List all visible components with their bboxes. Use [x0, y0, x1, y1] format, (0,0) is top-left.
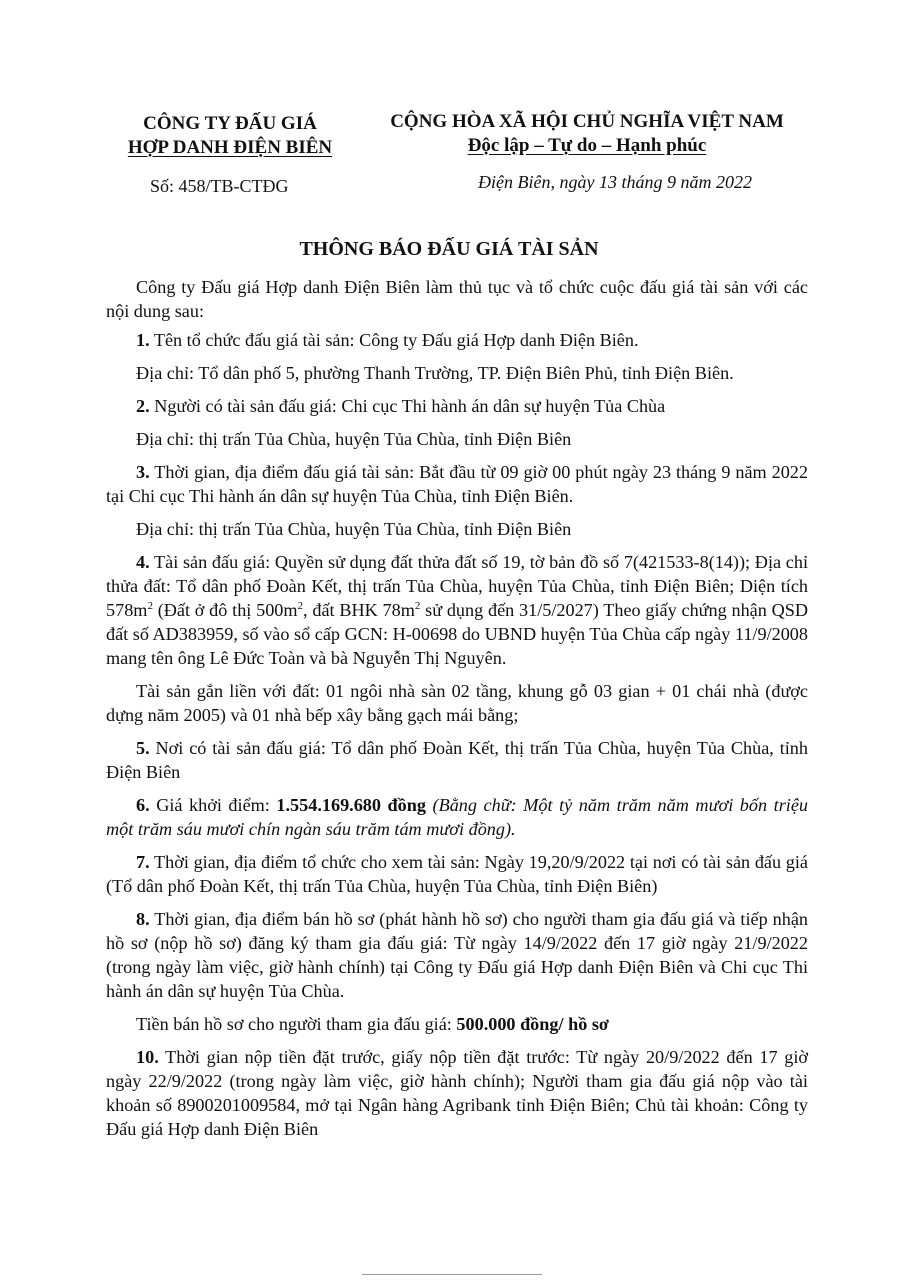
place-and-date: Điện Biên, ngày 13 tháng 9 năm 2022	[478, 172, 752, 192]
section-number: 1.	[136, 330, 150, 350]
section-text: Người có tài sản đấu giá: Chi cục Thi hành án dân sự huyện Tủa Chùa	[149, 396, 666, 416]
section-text: Thời gian, địa điểm bán hồ sơ (phát hành hồ sơ) cho người tham gia đấu giá và tiếp nhận hồ sơ (nộp hồ sơ) đăng ký tham gia đấu giá: Từ ngày 14/9/2022 đến 17 giờ ngày 21/9/2022 (trong ngày làm việc, giờ hành chính) tại Công ty Đấu giá Hợp danh Điện Biên và Chi cục Thi hành án dân sự huyện Tủa Chùa.	[106, 909, 808, 1001]
fee-amount: 500.000 đồng/ hồ sơ	[456, 1014, 609, 1034]
section-2-address: Địa chỉ: thị trấn Tủa Chùa, huyện Tủa Chùa, tỉnh Điện Biên	[136, 429, 572, 449]
section-number: 6.	[136, 795, 150, 815]
section-text: Thời gian, địa điểm tổ chức cho xem tài sản: Ngày 19,20/9/2022 tại nơi có tài sản đấu giá (Tổ dân phố Đoàn Kết, thị trấn Tủa Chùa, huyện Tủa Chùa, tỉnh Điện Biên)	[106, 852, 808, 896]
section-1	[106, 328, 808, 352]
section-text: (Đất ở đô thị 500m	[152, 600, 298, 620]
section-7	[106, 850, 808, 898]
intro-paragraph: Công ty Đấu giá Hợp danh Điện Biên làm thủ tục và tổ chức cuộc đấu giá tài sản với các nội dung sau:	[106, 277, 808, 321]
price-in-words: (Bằng chữ: Một tỷ năm trăm năm mươi bốn triệu một trăm sáu mươi chín ngàn sáu trăm tám mươi đồng).	[106, 795, 808, 839]
section-text: Tên tổ chức đấu giá tài sản: Công ty Đấu giá Hợp danh Điện Biên.	[149, 330, 639, 350]
organization-header	[110, 112, 350, 160]
national-header	[362, 110, 812, 158]
starting-price: 1.554.169.680 đồng	[276, 795, 426, 815]
org-name-line1: CÔNG TY ĐẤU GIÁ	[143, 113, 317, 134]
section-5	[106, 736, 808, 784]
section-6	[106, 793, 808, 841]
section-4-attached-assets: Tài sản gắn liền với đất: 01 ngôi nhà sàn 02 tầng, khung gỗ 03 gian + 01 chái nhà (được dựng năm 2005) và 01 nhà bếp xây bằng gạch mái bằng;	[106, 681, 808, 725]
document-number: Số: 458/TB-CTĐG	[150, 176, 289, 196]
section-number: 5.	[136, 738, 150, 758]
nation-title: CỘNG HÒA XÃ HỘI CHỦ NGHĨA VIỆT NAM	[390, 111, 784, 132]
section-text: Nơi có tài sản đấu giá: Tổ dân phố Đoàn Kết, thị trấn Tủa Chùa, huyện Tủa Chùa, tỉnh Điện Biên	[106, 738, 808, 782]
section-number: 3.	[136, 462, 150, 482]
section-text: Tài sản đấu giá: Quyền sử dụng đất thửa đất số 19, tờ bản đồ số 7(421533-8(14)); Địa chỉ thửa đất: Tổ dân phố Đoàn Kết, thị trấn Tủa Chùa, huyện Tủa Chùa, tỉnh Điện Biên; Diện tích 578m	[106, 552, 808, 620]
section-4	[106, 550, 808, 670]
section-8	[106, 907, 808, 1003]
section-number: 4.	[136, 552, 150, 572]
section-text: Thời gian, địa điểm đấu giá tài sản: Bắt đầu từ 09 giờ 00 phút ngày 23 tháng 9 năm 2022 tại Chi cục Thi hành án dân sự huyện Tủa Chùa, tỉnh Điện Biên.	[106, 462, 808, 506]
superscript: 2	[297, 599, 304, 612]
section-2	[106, 394, 808, 418]
section-number: 7.	[136, 852, 150, 872]
dossier-fee	[106, 1012, 808, 1036]
footer-divider	[362, 1274, 542, 1275]
section-10	[106, 1045, 808, 1141]
fee-label: Tiền bán hồ sơ cho người tham gia đấu giá:	[136, 1014, 457, 1034]
org-name-line2: HỢP DANH ĐIỆN BIÊN	[127, 137, 333, 158]
section-number: 8.	[136, 909, 150, 929]
section-3-address: Địa chỉ: thị trấn Tủa Chùa, huyện Tủa Chùa, tỉnh Điện Biên	[136, 519, 572, 539]
section-3	[106, 460, 808, 508]
document-title: THÔNG BÁO ĐẤU GIÁ TÀI SẢN	[299, 238, 599, 260]
section-number: 2.	[136, 396, 150, 416]
section-1-address: Địa chỉ: Tổ dân phố 5, phường Thanh Trường, TP. Điện Biên Phủ, tỉnh Điện Biên.	[136, 363, 734, 383]
document-body	[106, 275, 808, 1150]
superscript: 2	[414, 599, 421, 612]
national-motto: Độc lập – Tự do – Hạnh phúc	[467, 135, 707, 156]
section-text: sử dụng đến 31/5/2027) Theo giấy chứng nhận QSD đất số AD383959, số vào sổ cấp GCN: H-00698 do UBND huyện Tủa Chùa cấp ngày 11/9/2008 mang tên ông Lê Đức Toàn và bà Nguyễn Thị Nguyên.	[106, 600, 808, 668]
superscript: 2	[147, 599, 153, 612]
section-text: , đất BHK 78m	[303, 600, 415, 620]
section-text: Thời gian nộp tiền đặt trước, giấy nộp tiền đặt trước: Từ ngày 20/9/2022 đến 17 giờ ngày 22/9/2022 (trong ngày làm việc, giờ hành chính); Người tham gia đấu giá nộp vào tài khoản số 8900201009584, mở tại Ngân hàng Agribank tỉnh Điện Biên; Chủ tài khoản: Công ty Đấu giá Hợp danh Điện Biên	[106, 1047, 808, 1139]
section-text: Giá khởi điểm:	[149, 795, 277, 815]
section-number: 10.	[136, 1047, 159, 1067]
